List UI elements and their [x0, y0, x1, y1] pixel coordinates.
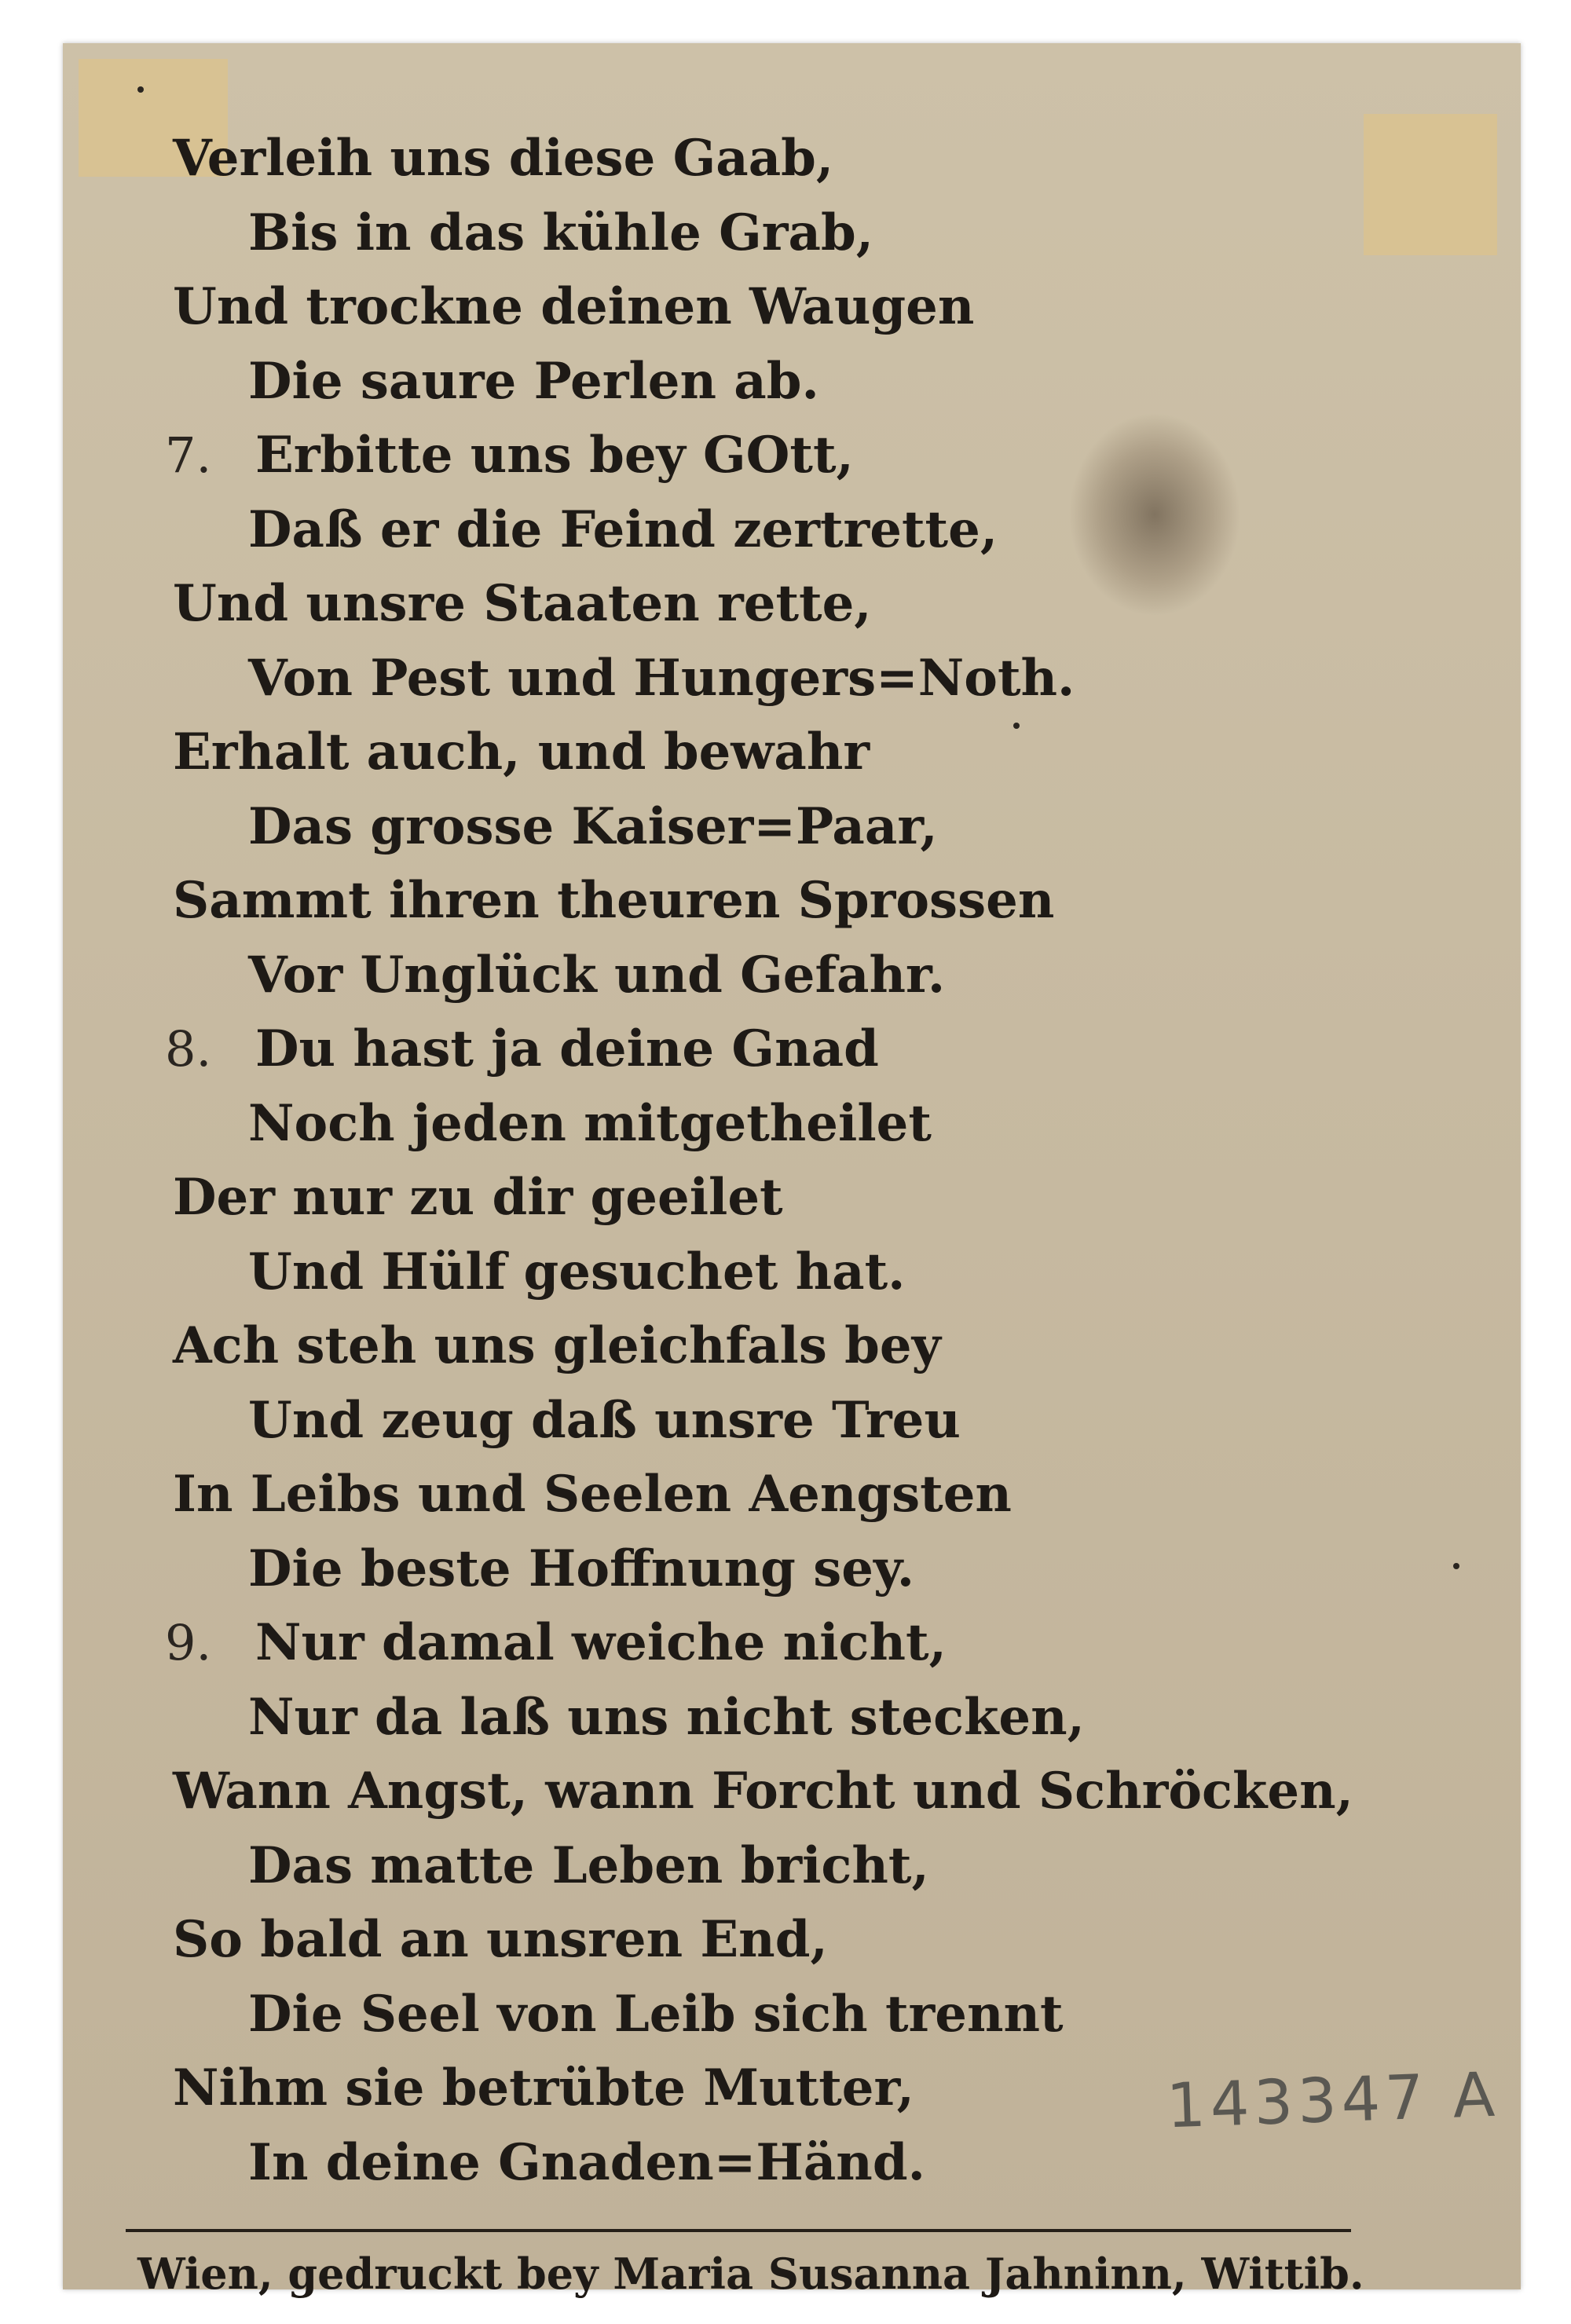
- verse-text: Daß er die Feind zertrette,: [248, 500, 998, 559]
- verse-line: [173, 939, 1398, 1013]
- verse-text: Nur damal weiche nicht,: [255, 1613, 947, 1672]
- verse-line: [173, 1903, 1398, 1978]
- verse-line: [173, 1087, 1398, 1162]
- verse-text: Die saure Perlen ab.: [248, 351, 819, 411]
- speck: [137, 86, 144, 93]
- verse-line: [173, 1978, 1398, 2052]
- verse-line: [173, 1681, 1398, 1755]
- verse-text: Ach steh uns gleichfals bey: [173, 1316, 941, 1375]
- verse-text: Und trockne deinen Waugen: [173, 277, 975, 336]
- verse-text: Nihm sie betrübte Mutter,: [173, 2059, 914, 2117]
- verse-line: [173, 1384, 1398, 1458]
- verse-text: Vor Unglück und Gefahr.: [248, 945, 946, 1005]
- inventory-number: 143347 A: [1165, 2059, 1501, 2143]
- verse-line: [173, 790, 1398, 865]
- verse-text: Der nur zu dir geeilet: [173, 1168, 783, 1227]
- stanza-number: 7.: [165, 426, 212, 484]
- printer-imprint: Wien, gedruckt bey Maria Susanna Jahninn, Wittib.: [137, 2249, 1364, 2299]
- verse-line: [173, 122, 1398, 196]
- verse-text: Du hast ja deine Gnad: [255, 1019, 879, 1078]
- verse-text: Wann Angst, wann Forcht und Schröcken,: [173, 1762, 1353, 1821]
- verse-text: Die beste Hoffnung sey.: [248, 1539, 915, 1598]
- verse-text: Erbitte uns bey GOtt,: [255, 426, 854, 485]
- verse-line: [173, 270, 1398, 345]
- verse-text: Das matte Leben bricht,: [248, 1835, 929, 1895]
- verse-line: [173, 567, 1398, 642]
- verse-line: [173, 493, 1398, 568]
- verse-text: In Leibs und Seelen Aengsten: [173, 1465, 1012, 1524]
- verse-line: [173, 196, 1398, 271]
- verse-text: Das grosse Kaiser=Paar,: [248, 796, 938, 856]
- verse-line: [173, 1829, 1398, 1904]
- verse-text: In deine Gnaden=Händ.: [248, 2132, 925, 2192]
- verse-line: [173, 1309, 1398, 1384]
- verse-line: [173, 1235, 1398, 1310]
- verse-line: [165, 1606, 1398, 1681]
- verse-line: [173, 1532, 1398, 1607]
- verse-text: Bis in das kühle Grab,: [248, 203, 873, 262]
- verse-text: Verleih uns diese Gaab,: [173, 129, 834, 188]
- footer-rule: [126, 2229, 1351, 2232]
- paper-sheet: [63, 43, 1521, 2299]
- verse-line: [165, 1012, 1398, 1087]
- verse-text: Und Hülf gesuchet hat.: [248, 1242, 906, 1301]
- verse-line: [173, 1458, 1398, 1532]
- verse-line: [173, 1161, 1398, 1235]
- verse-line: [173, 345, 1398, 419]
- verse-line: [173, 864, 1398, 939]
- verse-text: Erhalt auch, und bewahr: [173, 723, 870, 781]
- verse-text: Und unsre Staaten rette,: [173, 574, 872, 633]
- verse-text: Noch jeden mitgetheilet: [248, 1093, 932, 1153]
- speck: [1453, 1563, 1459, 1569]
- verse-line: [173, 642, 1398, 716]
- verse-text: Von Pest und Hungers=Noth.: [248, 648, 1075, 708]
- verse-text: Sammt ihren theuren Sprossen: [173, 871, 1055, 930]
- stanza-number: 9.: [165, 1614, 212, 1671]
- verse-line: [173, 1755, 1398, 1829]
- verse-line: [165, 419, 1398, 493]
- verse-text: Nur da laß uns nicht stecken,: [248, 1687, 1085, 1747]
- poem-text: [165, 122, 1398, 2200]
- verse-text: So bald an unsren End,: [173, 1910, 828, 1969]
- verse-text: Die Seel von Leib sich trennt: [248, 1984, 1064, 2044]
- verse-text: Und zeug daß unsre Treu: [248, 1390, 961, 1450]
- stanza-number: 8.: [165, 1020, 212, 1078]
- verse-line: [173, 715, 1398, 790]
